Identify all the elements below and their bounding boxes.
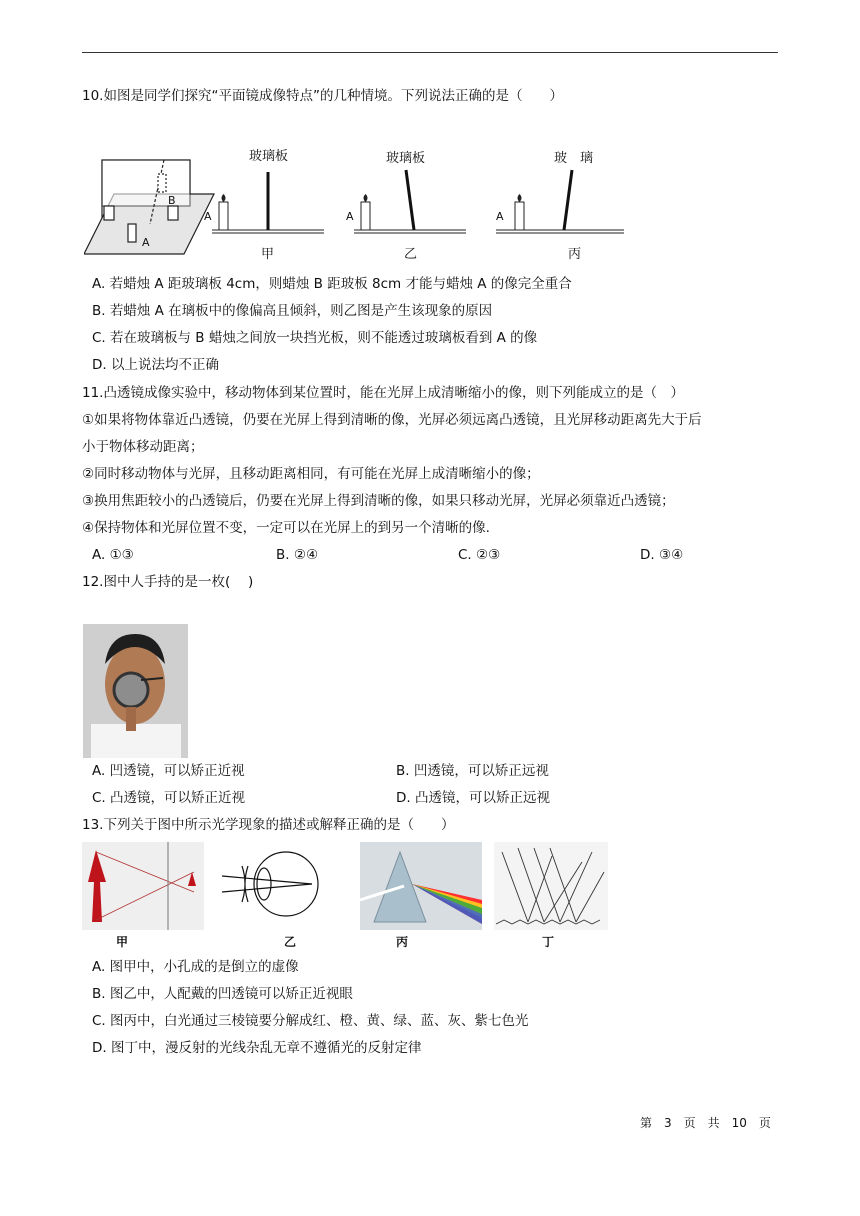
q12-photo-man-with-magnifier xyxy=(83,624,188,758)
q10-diagram-jia xyxy=(204,148,324,262)
q13-figure xyxy=(82,842,612,954)
q10-board-jia: 玻璃板 xyxy=(249,149,289,164)
q10-label-A3: A xyxy=(346,210,354,223)
q13-caption-yi: 乙 xyxy=(284,935,297,949)
q12-option-a: A. 凹透镜，可以矫正近视 xyxy=(92,763,245,779)
q11-item-1-cont: 小于物体移动距离； xyxy=(82,439,204,455)
q13-option-d: D. 图丁中，漫反射的光线杂乱无章不遵循光的反射定律 xyxy=(92,1040,422,1056)
page-number: 第 3 页 共 10 页 xyxy=(640,1116,771,1130)
q10-caption-yi: 乙 xyxy=(404,247,418,262)
q10-board-bing: 玻 璃 xyxy=(554,151,594,166)
q10-option-b: B. 若蜡烛 A 在璃板中的像偏高且倾斜，则乙图是产生该现象的原因 xyxy=(92,303,493,319)
q13-diagram-ding xyxy=(494,842,608,949)
q10-caption-jia: 甲 xyxy=(261,247,275,262)
q13-caption-ding: 丁 xyxy=(542,935,555,949)
q10-label-B: B xyxy=(168,194,176,207)
q12-option-b: B. 凹透镜，可以矫正远视 xyxy=(396,763,549,779)
q11-option-c: C. ②③ xyxy=(458,547,501,563)
q13-diagram-yi xyxy=(222,852,318,949)
q13-caption-jia: 甲 xyxy=(116,935,129,949)
q13-option-a: A. 图甲中，小孔成的是倒立的虚像 xyxy=(92,959,299,975)
q13-diagram-jia xyxy=(82,842,204,949)
q11-option-b: B. ②④ xyxy=(276,547,319,563)
q10-option-a: A. 若蜡烛 A 距玻璃板 4cm，则蜡烛 B 距玻板 8cm 才能与蜡烛 A 的像完全重合 xyxy=(92,276,572,292)
q11-stem: 11.凸透镜成像实验中，移动物体到某位置时，能在光屏上成清晰缩小的像，则下列能成立的是（ ） xyxy=(82,385,684,401)
q12-stem: 12.图中人手持的是一枚( ) xyxy=(82,574,254,590)
q11-item-3: ③换用焦距较小的凸透镜后，仍要在光屏上得到清晰的像，如果只移动光屏，光屏必须靠近凸透镜； xyxy=(82,493,675,509)
q11-item-1: ①如果将物体靠近凸透镜，仍要在光屏上得到清晰的像，光屏必须远离凸透镜，且光屏移动距离先大于后 xyxy=(82,412,702,428)
q13-option-c: C. 图丙中，白光通过三棱镜要分解成红、橙、黄、绿、蓝、灰、紫七色光 xyxy=(92,1013,529,1029)
q10-label-A2: A xyxy=(204,210,212,223)
q11-item-4: ④保持物体和光屏位置不变，一定可以在光屏上的到另一个清晰的像. xyxy=(82,520,490,536)
q13-stem: 13.下列关于图中所示光学现象的描述或解释正确的是（ ） xyxy=(82,817,455,833)
q10-diagram-yi xyxy=(346,150,466,262)
q11-option-a: A. ①③ xyxy=(92,547,134,563)
q11-option-d: D. ③④ xyxy=(640,547,684,563)
q10-diagram-bing xyxy=(496,150,624,262)
q13-option-b: B. 图乙中，人配戴的凹透镜可以矫正近视眼 xyxy=(92,986,353,1002)
q10-caption-bing: 丙 xyxy=(568,247,582,262)
q13-caption-bing: 丙 xyxy=(396,935,409,949)
q10-option-d: D. 以上说法均不正确 xyxy=(92,357,219,373)
header-rule xyxy=(82,52,778,53)
q10-option-c: C. 若在玻璃板与 B 蜡烛之间放一块挡光板，则不能透过玻璃板看到 A 的像 xyxy=(92,330,538,346)
q13-diagram-bing xyxy=(360,842,482,949)
q12-option-d: D. 凸透镜，可以矫正远视 xyxy=(396,790,550,806)
q10-label-A4: A xyxy=(496,210,504,223)
q10-stem: 10.如图是同学们探究“平面镜成像特点”的几种情境。下列说法正确的是（ ） xyxy=(82,88,563,104)
q12-option-c: C. 凸透镜，可以矫正近视 xyxy=(92,790,246,806)
q10-label-A1: A xyxy=(142,236,150,249)
q10-board-yi: 玻璃板 xyxy=(386,151,426,166)
q10-figure xyxy=(84,144,624,264)
q11-item-2: ②同时移动物体与光屏，且移动距离相同，有可能在光屏上成清晰缩小的像； xyxy=(82,466,540,482)
